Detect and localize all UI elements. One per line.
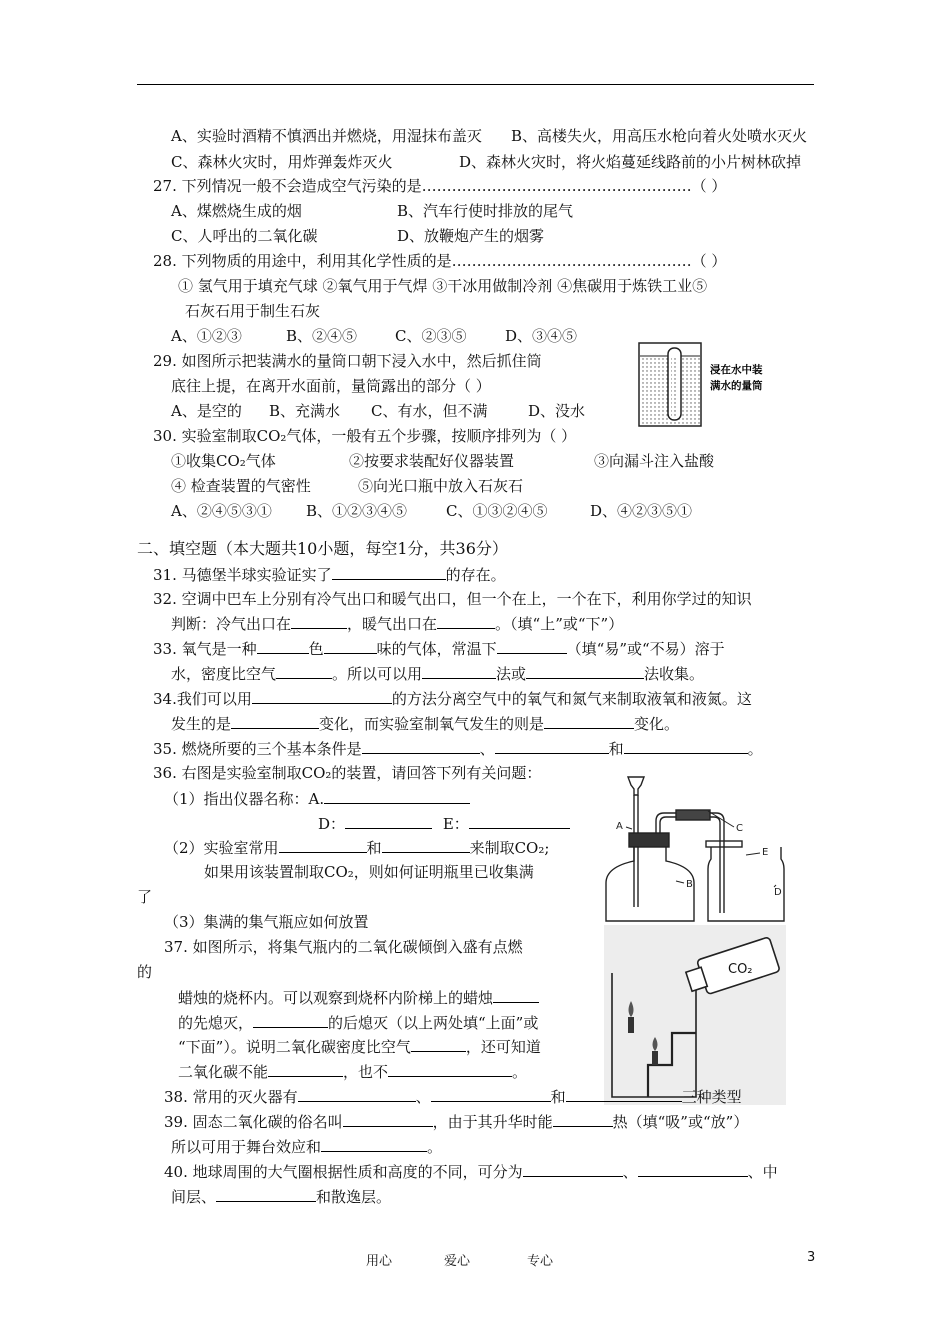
q35-blank-1[interactable] xyxy=(362,738,480,754)
q40-text-4: 间层、 xyxy=(171,1188,217,1206)
q32-line1: 32. 空调中巴车上分别有冷气出口和暖气出口，但一个在上，一个在下，利用你学过的知识 xyxy=(153,590,752,608)
q40-line1 xyxy=(164,1161,778,1182)
footer-word-2: 爱心 xyxy=(444,1254,471,1269)
q37-text-4: “下面”）。说明二氧化碳密度比空气 xyxy=(178,1038,411,1056)
q33-text-2: 色 xyxy=(308,640,324,658)
q37-line2 xyxy=(178,987,539,1008)
q38-blank-3[interactable] xyxy=(566,1086,682,1102)
q34-text-3: 发生的是 xyxy=(171,715,232,733)
q35-text-2: 、 xyxy=(479,740,495,758)
q34-blank-1[interactable] xyxy=(252,688,392,704)
q37-blank-5[interactable] xyxy=(388,1061,512,1077)
q33-text-1: 33. 氧气是一种 xyxy=(153,640,257,658)
label-a: A xyxy=(616,821,623,832)
q28-items-line2: 石灰石用于制生石灰 xyxy=(185,302,321,320)
q37-text-6: 二氧化碳不能 xyxy=(178,1063,269,1081)
page-number: 3 xyxy=(807,1250,816,1265)
q39-line2 xyxy=(171,1136,442,1157)
q27-stem: 27. 下列情况一般不会造成空气污染的是………………………………………………（ ） xyxy=(153,177,727,195)
q33-text-5: 水，密度比空气 xyxy=(171,665,277,683)
q38-text-3: 和 xyxy=(550,1088,566,1106)
q36-blank-2b[interactable] xyxy=(382,837,470,853)
q36-blank-a[interactable] xyxy=(324,788,470,804)
q39-text-1: 39. 固态二氧化碳的俗名叫 xyxy=(164,1113,343,1131)
q30-option-c: C、①③②④⑤ xyxy=(446,502,548,520)
q35-blank-3[interactable] xyxy=(624,738,748,754)
q37-blank-1[interactable] xyxy=(493,987,539,1003)
q37-text-3: 的后熄灭（以上两处填“上面”或 xyxy=(328,1014,539,1032)
q28-stem: 28. 下列物质的用途中，利用其化学性质的是…………………………………………（ ） xyxy=(153,252,727,270)
q36-sub2-line3: 了 xyxy=(137,888,153,906)
label-c: C xyxy=(736,823,743,834)
q37-text-7: ，也不 xyxy=(343,1063,389,1081)
q37-line4 xyxy=(178,1036,541,1057)
q36-sub1 xyxy=(164,788,470,809)
q33-line1 xyxy=(153,638,725,659)
q30-step-5: ⑤向光口瓶中放入石灰石 xyxy=(358,477,524,495)
q32-text-1: 判断：冷气出口在 xyxy=(171,615,292,633)
q39-blank-3[interactable] xyxy=(321,1136,427,1152)
footer-word-3: 专心 xyxy=(527,1254,554,1269)
q36-stem: 36. 右图是实验室制取CO₂的装置，请回答下列有关问题： xyxy=(153,764,542,782)
label-b: B xyxy=(686,879,693,890)
q27-option-d: D、放鞭炮产生的烟雾 xyxy=(397,227,545,245)
q29-option-a: A、是空的 xyxy=(171,402,242,420)
q29-option-b: B、充满水 xyxy=(269,402,341,420)
q31-text-2: 的存在。 xyxy=(445,566,506,584)
q36-blank-e[interactable] xyxy=(469,813,570,829)
q30-option-b: B、①②③④⑤ xyxy=(306,502,408,520)
q36-sub2-line2: 如果用该装置制取CO₂，则如何证明瓶里已收集满 xyxy=(204,863,534,881)
q35-text-4: 。 xyxy=(747,740,763,758)
q26-option-b: B、高楼失火，用高压水枪向着火处喷水灭火 xyxy=(511,127,808,145)
q36-e-label: E： xyxy=(442,815,469,833)
q33-blank-6[interactable] xyxy=(526,663,644,679)
q38-blank-1[interactable] xyxy=(298,1086,416,1102)
q33-text-6: 。所以可以用 xyxy=(332,665,423,683)
q33-blank-4[interactable] xyxy=(276,663,332,679)
header-rule xyxy=(137,84,814,85)
q31 xyxy=(153,564,506,585)
q33-text-4: （填“易”或“不易）溶于 xyxy=(566,640,725,658)
graduated-cylinder-figure xyxy=(638,342,788,428)
q30-step-2: ②按要求装配好仪器装置 xyxy=(349,452,515,470)
q36-sub2-text-3: 来制取CO₂; xyxy=(469,839,550,857)
q39-text-5: 。 xyxy=(427,1138,443,1156)
q30-option-a: A、②④⑤③① xyxy=(171,502,272,520)
q40-blank-2[interactable] xyxy=(638,1161,748,1177)
figure-label-1: 浸在水中装 xyxy=(710,364,763,376)
q39-text-3: 热（填“吸”或“放”） xyxy=(612,1113,749,1131)
q34-blank-3[interactable] xyxy=(544,713,634,729)
q34-text-2: 的方法分离空气中的氧气和氮气来制取液氧和液氮。这 xyxy=(391,690,752,708)
q35-text-3: 和 xyxy=(608,740,624,758)
q29-option-d: D、没水 xyxy=(528,402,586,420)
q36-sub2-text-1: （2）实验室常用 xyxy=(164,839,279,857)
q38 xyxy=(164,1086,742,1107)
q33-text-7: 法或 xyxy=(496,665,527,683)
q37-line1: 37. 如图所示，将集气瓶内的二氧化碳倾倒入盛有点燃 xyxy=(164,938,523,956)
q37-text-8: 。 xyxy=(512,1063,528,1081)
q32-line2 xyxy=(171,613,623,634)
q36-sub1-de xyxy=(318,813,570,834)
q33-blank-5[interactable] xyxy=(422,663,496,679)
q36-sub3: （3）集满的集气瓶应如何放置 xyxy=(164,913,369,931)
q36-sub2-text-2: 和 xyxy=(366,839,382,857)
q28-option-d: D、③④⑤ xyxy=(505,327,578,345)
q36-sub2 xyxy=(164,837,549,858)
q28-items-line1: ① 氢气用于填充气球 ②氧气用于气焊 ③干冰用做制冷剂 ④焦碳用于炼铁工业⑤ xyxy=(178,277,708,295)
q34-blank-2[interactable] xyxy=(231,713,319,729)
q36-d-label: D： xyxy=(318,815,346,833)
q30-step-3: ③向漏斗注入盐酸 xyxy=(594,452,715,470)
q26-option-d: D、森林火灾时，将火焰蔓延线路前的小片树林砍掉 xyxy=(459,153,802,171)
q33-blank-1[interactable] xyxy=(257,638,309,654)
q29-option-c: C、有水，但不满 xyxy=(371,402,488,420)
q37-blank-2[interactable] xyxy=(253,1012,328,1028)
q28-option-a: A、①②③ xyxy=(171,327,242,345)
q31-blank[interactable] xyxy=(332,564,446,580)
q26-option-c: C、森林火灾时，用炸弹轰炸灭火 xyxy=(171,153,393,171)
q36-blank-2a[interactable] xyxy=(279,837,367,853)
q28-option-b: B、②④⑤ xyxy=(286,327,358,345)
q38-blank-2[interactable] xyxy=(431,1086,551,1102)
q30-stem: 30. 实验室制取CO₂气体，一般有五个步骤，按顺序排列为（ ） xyxy=(153,427,577,445)
q40-blank-3[interactable] xyxy=(216,1186,316,1202)
q40-blank-1[interactable] xyxy=(523,1161,623,1177)
q29-stem-line1: 29. 如图所示把装满水的量筒口朝下浸入水中，然后抓住筒 xyxy=(153,352,542,370)
q37-blank-4[interactable] xyxy=(268,1061,343,1077)
co2-label: CO₂ xyxy=(728,962,753,977)
q35-text-1: 35. 燃烧所要的三个基本条件是 xyxy=(153,740,362,758)
label-d: D xyxy=(774,887,782,898)
q39-blank-2[interactable] xyxy=(553,1111,613,1127)
q32-blank-2[interactable] xyxy=(437,613,495,629)
q37-line1b: 的 xyxy=(137,963,153,981)
q37-text-2: 的先熄灭， xyxy=(178,1014,254,1032)
q33-text-8: 法收集。 xyxy=(644,665,705,683)
q37-text-1: 蜡烛的烧杯内。可以观察到烧杯内阶梯上的蜡烛 xyxy=(178,989,494,1007)
q30-step-1: ①收集CO₂气体 xyxy=(171,452,276,470)
q36-blank-d[interactable] xyxy=(345,813,432,829)
q40-text-2: 、 xyxy=(622,1163,638,1181)
figure-label-2: 满水的量筒 xyxy=(710,380,763,392)
co2-apparatus-figure xyxy=(596,775,796,925)
q37-line3 xyxy=(178,1012,538,1033)
q26-option-a: A、实验时酒精不慎洒出并燃烧，用湿抹布盖灭 xyxy=(171,127,482,145)
q33-text-3: 味的气体，常温下 xyxy=(376,640,497,658)
q32-text-3: 。（填“上”或“下”） xyxy=(495,615,624,633)
q38-text-2: 、 xyxy=(415,1088,431,1106)
q34-text-4: 变化，而实验室制氧气发生的则是 xyxy=(319,715,545,733)
q32-text-2: ，暖气出口在 xyxy=(347,615,438,633)
q37-line5 xyxy=(178,1061,527,1082)
q37-blank-3[interactable] xyxy=(411,1036,466,1052)
q34-line1 xyxy=(153,688,752,709)
q37-text-5: ，还可知道 xyxy=(465,1038,541,1056)
q39-blank-1[interactable] xyxy=(343,1111,433,1127)
q29-stem-line2: 底往上提，在离开水面前，量筒露出的部分（ ） xyxy=(171,377,491,395)
q36-sub1-text: （1）指出仪器名称：A. xyxy=(164,790,325,808)
q27-option-a: A、煤燃烧生成的烟 xyxy=(171,202,302,220)
q30-step-4: ④ 检查装置的气密性 xyxy=(171,477,311,495)
q39-text-2: ，由于其升华时能 xyxy=(432,1113,553,1131)
q32-blank-1[interactable] xyxy=(291,613,347,629)
section-heading: 二、填空题（本大题共10小题，每空1分，共36分） xyxy=(137,539,508,558)
q40-text-5: 和散逸层。 xyxy=(316,1188,392,1206)
q39-line1 xyxy=(164,1111,748,1132)
q40-text-1: 40. 地球周围的大气圈根据性质和高度的不同，可分为 xyxy=(164,1163,523,1181)
q28-option-c: C、②③⑤ xyxy=(395,327,467,345)
candle-staircase-figure xyxy=(604,925,786,1105)
q34-line2 xyxy=(171,713,679,734)
q33-line2 xyxy=(171,663,704,684)
q34-text-1: 34.我们可以用 xyxy=(153,690,252,708)
q35-blank-2[interactable] xyxy=(495,738,609,754)
q27-option-c: C、人呼出的二氧化碳 xyxy=(171,227,318,245)
label-e: E xyxy=(762,847,769,858)
footer-word-1: 用心 xyxy=(366,1254,393,1269)
q34-text-5: 变化。 xyxy=(634,715,680,733)
q40-text-3: 、中 xyxy=(747,1163,778,1181)
q35 xyxy=(153,738,763,759)
q30-option-d: D、④②③⑤① xyxy=(590,502,693,520)
q38-text-4: 三种类型 xyxy=(681,1088,742,1106)
q40-line2 xyxy=(171,1186,391,1207)
q38-text-1: 38. 常用的灭火器有 xyxy=(164,1088,298,1106)
q33-blank-2[interactable] xyxy=(324,638,377,654)
q27-option-b: B、汽车行使时排放的尾气 xyxy=(397,202,574,220)
q39-text-4: 所以可用于舞台效应和 xyxy=(171,1138,322,1156)
q31-text-1: 31. 马德堡半球实验证实了 xyxy=(153,566,332,584)
q33-blank-3[interactable] xyxy=(497,638,567,654)
